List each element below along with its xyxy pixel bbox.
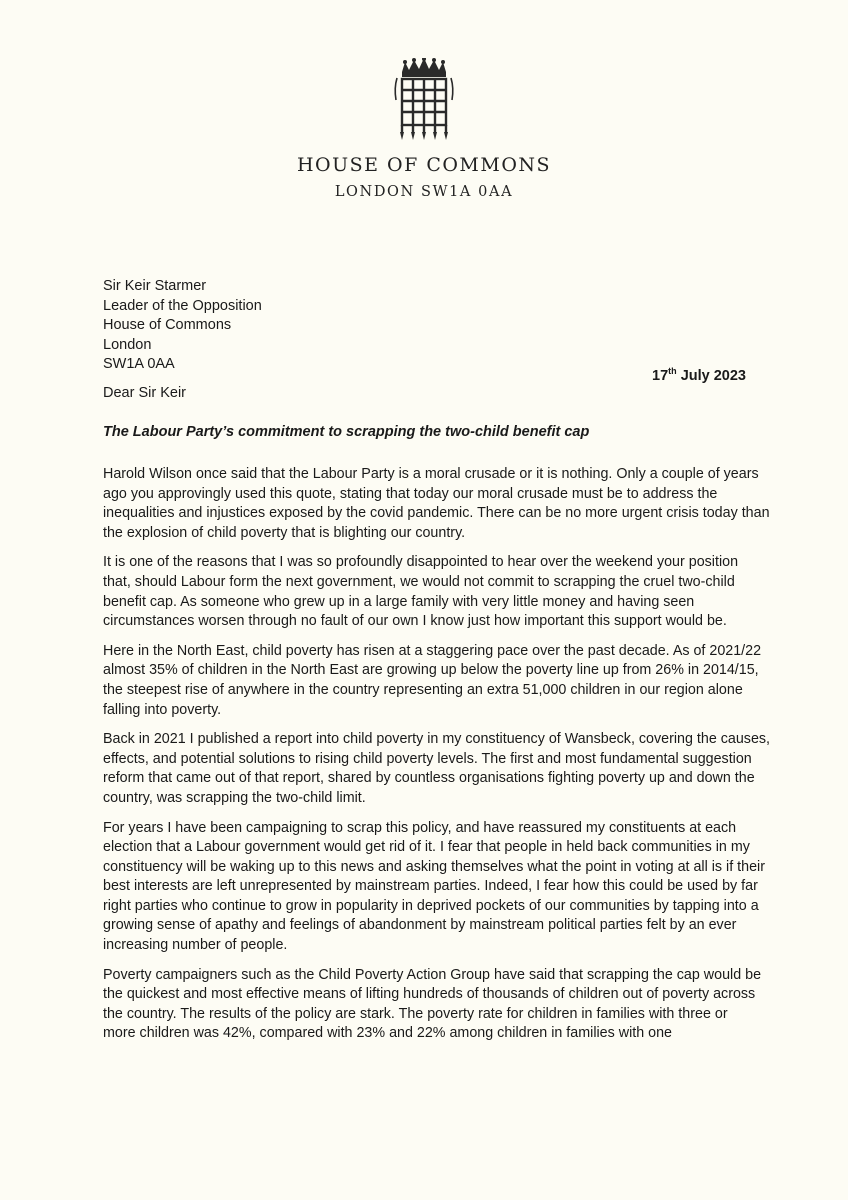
- text-line: falling into poverty.: [103, 701, 222, 718]
- paragraph: [103, 465, 770, 543]
- text-line: ago you approvingly used this quote, stating that today our moral crusade must be to address the: [103, 485, 718, 502]
- subject-line: The Labour Party’s commitment to scrapping the two-child benefit cap: [103, 424, 590, 440]
- paragraph: [103, 966, 762, 1044]
- text-line: right parties who continue to grow in popularity in deprived pockets of our communities by tapping into a: [103, 897, 759, 914]
- text-line: almost 35% of children in the North East are growing up below the poverty line up from 26% in 2014/15,: [103, 662, 759, 679]
- letterhead: [0, 58, 848, 200]
- text-line: Poverty campaigners such as the Child Poverty Action Group have said that scrapping the cap would be: [103, 966, 762, 983]
- text-line: the country. The results of the policy are stark. The poverty rate for children in families with three or: [103, 1005, 728, 1022]
- text-line: Harold Wilson once said that the Labour Party is a moral crusade or it is nothing. Only a couple of years: [103, 466, 759, 482]
- paragraph: [103, 819, 765, 956]
- paragraph: [103, 642, 762, 720]
- recipient-postcode: SW1A 0AA: [103, 356, 175, 372]
- text-line: growing sense of apathy and feelings of abandonment by mainstream political parties felt by an ever: [103, 917, 737, 934]
- paragraph: [103, 553, 753, 631]
- text-line: increasing number of people.: [103, 937, 288, 954]
- paragraph: [103, 730, 771, 808]
- text-line: benefit cap. As someone who grew up in a large family with very little money and having seen: [103, 593, 695, 610]
- recipient-address: [103, 277, 262, 375]
- text-line: reform that came out of that report, shared by countless organisations fighting poverty up and down the: [103, 770, 755, 787]
- text-line: the steepest rise of anywhere in the country representing an extra 51,000 children in our region alone: [103, 681, 743, 698]
- recipient-organisation: House of Commons: [103, 317, 232, 333]
- text-line: constituency will be waking up to this news and asking themselves what the point in voting at all is if their: [103, 858, 765, 875]
- text-line: the quickest and most effective means of lifting hundreds of thousands of children out of poverty across: [103, 986, 756, 1003]
- recipient-city: London: [103, 336, 152, 353]
- text-line: For years I have been campaigning to scrap this policy, and have reassured my constituents at each: [103, 819, 737, 836]
- letter-date: [652, 368, 746, 384]
- text-line: Back in 2021 I published a report into child poverty in my constituency of Wansbeck, covering the causes,: [103, 731, 771, 748]
- recipient-name: Sir Keir Starmer: [103, 278, 207, 294]
- text-line: country, was scrapping the two-child limit.: [103, 789, 366, 806]
- text-line: best interests are left unrepresented by mainstream parties. Indeed, I fear how this could be used by far: [103, 878, 758, 895]
- text-line: that, should Labour form the next government, we would not commit to scrapping the cruel two-child: [103, 573, 735, 590]
- text-line: circumstances worsen through no fault of our own I know just how important this support would be.: [103, 613, 727, 630]
- letter-body: [103, 465, 771, 1054]
- date-suffix: th: [668, 366, 677, 376]
- text-line: election that a Labour government would get rid of it. I fear that people in held back communities in my: [103, 839, 750, 856]
- house-address: LONDON SW1A 0AA: [334, 184, 514, 200]
- salutation: Dear Sir Keir: [103, 385, 186, 401]
- date-month-year: July 2023: [676, 368, 746, 384]
- text-line: more children was 42%, compared with 23% and 22% among children in families with one: [103, 1025, 672, 1042]
- text-line: the explosion of child poverty that is blighting our country.: [103, 524, 466, 541]
- date-day: 17: [652, 368, 669, 384]
- text-line: effects, and potential solutions to rising child poverty levels. The first and most fundamental suggestion: [103, 750, 752, 767]
- text-line: It is one of the reasons that I was so profoundly disappointed to hear over the weekend your position: [103, 554, 739, 571]
- text-line: inequalities and injustices exposed by the covid pandemic. There can be no more urgent crisis today than: [103, 505, 770, 522]
- recipient-title: Leader of the Opposition: [103, 297, 262, 314]
- portcullis-icon: [393, 58, 455, 142]
- house-name: HOUSE OF COMMONS: [296, 154, 552, 176]
- text-line: Here in the North East, child poverty has risen at a staggering pace over the past decade. As of 2021/22: [103, 642, 762, 659]
